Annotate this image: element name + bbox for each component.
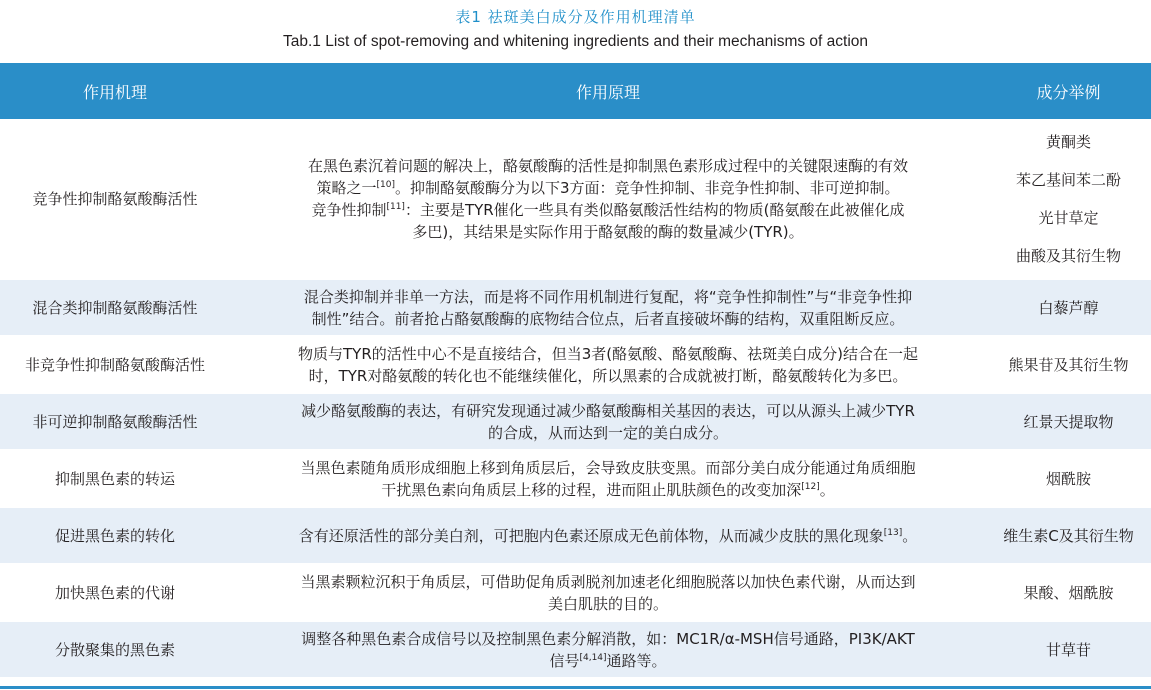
citation: [13] [883,527,903,538]
principle-line: 在黑色素沉着问题的解决上，酪氨酸酶的活性是抑制黑色素形成过程中的关键限速酶的有效 [307,156,908,175]
example-item: 熊果苷及其衍生物 [986,336,1151,393]
table-row [0,119,1151,279]
principle-line: 竞争性抑制[11]：主要是TYR催化一些具有类似酪氨酸活性结构的物质(酪氨酸在此被催化成 [311,200,905,219]
principle-cell: 混合类抑制并非单一方法，而是将不同作用机制进行复配，将“竞争性抑制性”与“非竞争性抑 制性”结合。前者抢占酪氨酸酶的底物结合位点，后者直接破坏酶的结构，双重阻断反应。 [230,279,986,336]
principle-cell: 当黑色素随角质形成细胞上移到角质层后，会导致皮肤变黑。而部分美白成分能通过角质细胞 干扰黑色素向角质层上移的过程，进而阻止肌肤颜色的改变加深[12]。 [230,450,986,507]
principle-cell [230,119,986,279]
table-row [0,507,1151,564]
example-item: 白藜芦醇 [986,279,1151,336]
example-item: 维生素C及其衍生物 [986,507,1151,564]
example-item: 红景天提取物 [986,393,1151,450]
example-item: 苯乙基间苯二酚 [1015,170,1121,189]
table-row [0,621,1151,678]
header-mechanism: 作用机理 [0,63,230,119]
citation: [10] [376,179,395,190]
example-item: 甘草苷 [986,621,1151,678]
header-principle: 作用原理 [230,63,986,119]
citation: [4,14] [579,652,607,663]
principle-cell: 调整各种黑色素合成信号以及控制黑色素分解消散，如：MC1R/α-MSH信号通路，PI3K/AKT 信号[4,14]通路等。 [230,621,986,678]
principle-cell: 当黑素颗粒沉积于角质层，可借助促角质剥脱剂加速老化细胞脱落以加快色素代谢，从而达到 美白肌肤的目的。 [230,564,986,621]
mechanism-cell: 促进黑色素的转化 [0,507,230,564]
principle-line: 多巴)，其结果是实际作用于酪氨酸的酶的数量减少(TYR)。 [412,222,804,241]
mechanism-cell: 非可逆抑制酪氨酸酶活性 [0,393,230,450]
principle-cell: 含有还原活性的部分美白剂，可把胞内色素还原成无色前体物，从而减少皮肤的黑化现象[13]。 [230,507,986,564]
table-row [0,336,1151,393]
mechanism-cell: 分散聚集的黑色素 [0,621,230,678]
table-row [0,564,1151,621]
citation: [11] [386,201,405,212]
example-item: 果酸、烟酰胺 [986,564,1151,621]
table-caption-en: Tab.1 List of spot-removing and whitening ingredients and their mechanisms of action [282,33,869,50]
table-row [0,279,1151,336]
mechanism-cell: 非竞争性抑制酪氨酸酶活性 [0,336,230,393]
mechanism-cell: 加快黑色素的代谢 [0,564,230,621]
mechanism-cell: 混合类抑制酪氨酸酶活性 [0,279,230,336]
table-header-row [0,63,1151,119]
example-item: 光甘草定 [1038,208,1099,227]
table-row [0,450,1151,507]
principle-cell: 减少酪氨酸酶的表达，有研究发现通过减少酪氨酸酶相关基因的表达，可以从源头上减少TYR 的合成，从而达到一定的美白成分。 [230,393,986,450]
principle-line: 策略之一[10]。抑制酪氨酸酶分为以下3方面：竞争性抑制、非竞争性抑制、非可逆抑制。 [316,178,900,197]
examples-cell [986,119,1151,279]
mechanism-cell: 抑制黑色素的转运 [0,450,230,507]
example-item: 黄酮类 [1045,132,1091,151]
header-examples: 成分举例 [986,63,1151,119]
ingredients-table [0,63,1151,679]
example-item: 曲酸及其衍生物 [1015,246,1121,265]
principle-cell: 物质与TYR的活性中心不是直接结合，但当3者(酪氨酸、酪氨酸酶、祛斑美白成分)结合在一起 时，TYR对酪氨酸的转化也不能继续催化，所以黑素的合成就被打断，酪氨酸转化为多巴。 [230,336,986,393]
citation: [12] [801,481,820,492]
table-caption-cn: 表1 祛斑美白成分及作用机理清单 [455,8,696,26]
example-item: 烟酰胺 [986,450,1151,507]
mechanism-cell: 竞争性抑制酪氨酸酶活性 [0,119,230,279]
table-row [0,393,1151,450]
table-bottom-rule [0,686,1151,689]
